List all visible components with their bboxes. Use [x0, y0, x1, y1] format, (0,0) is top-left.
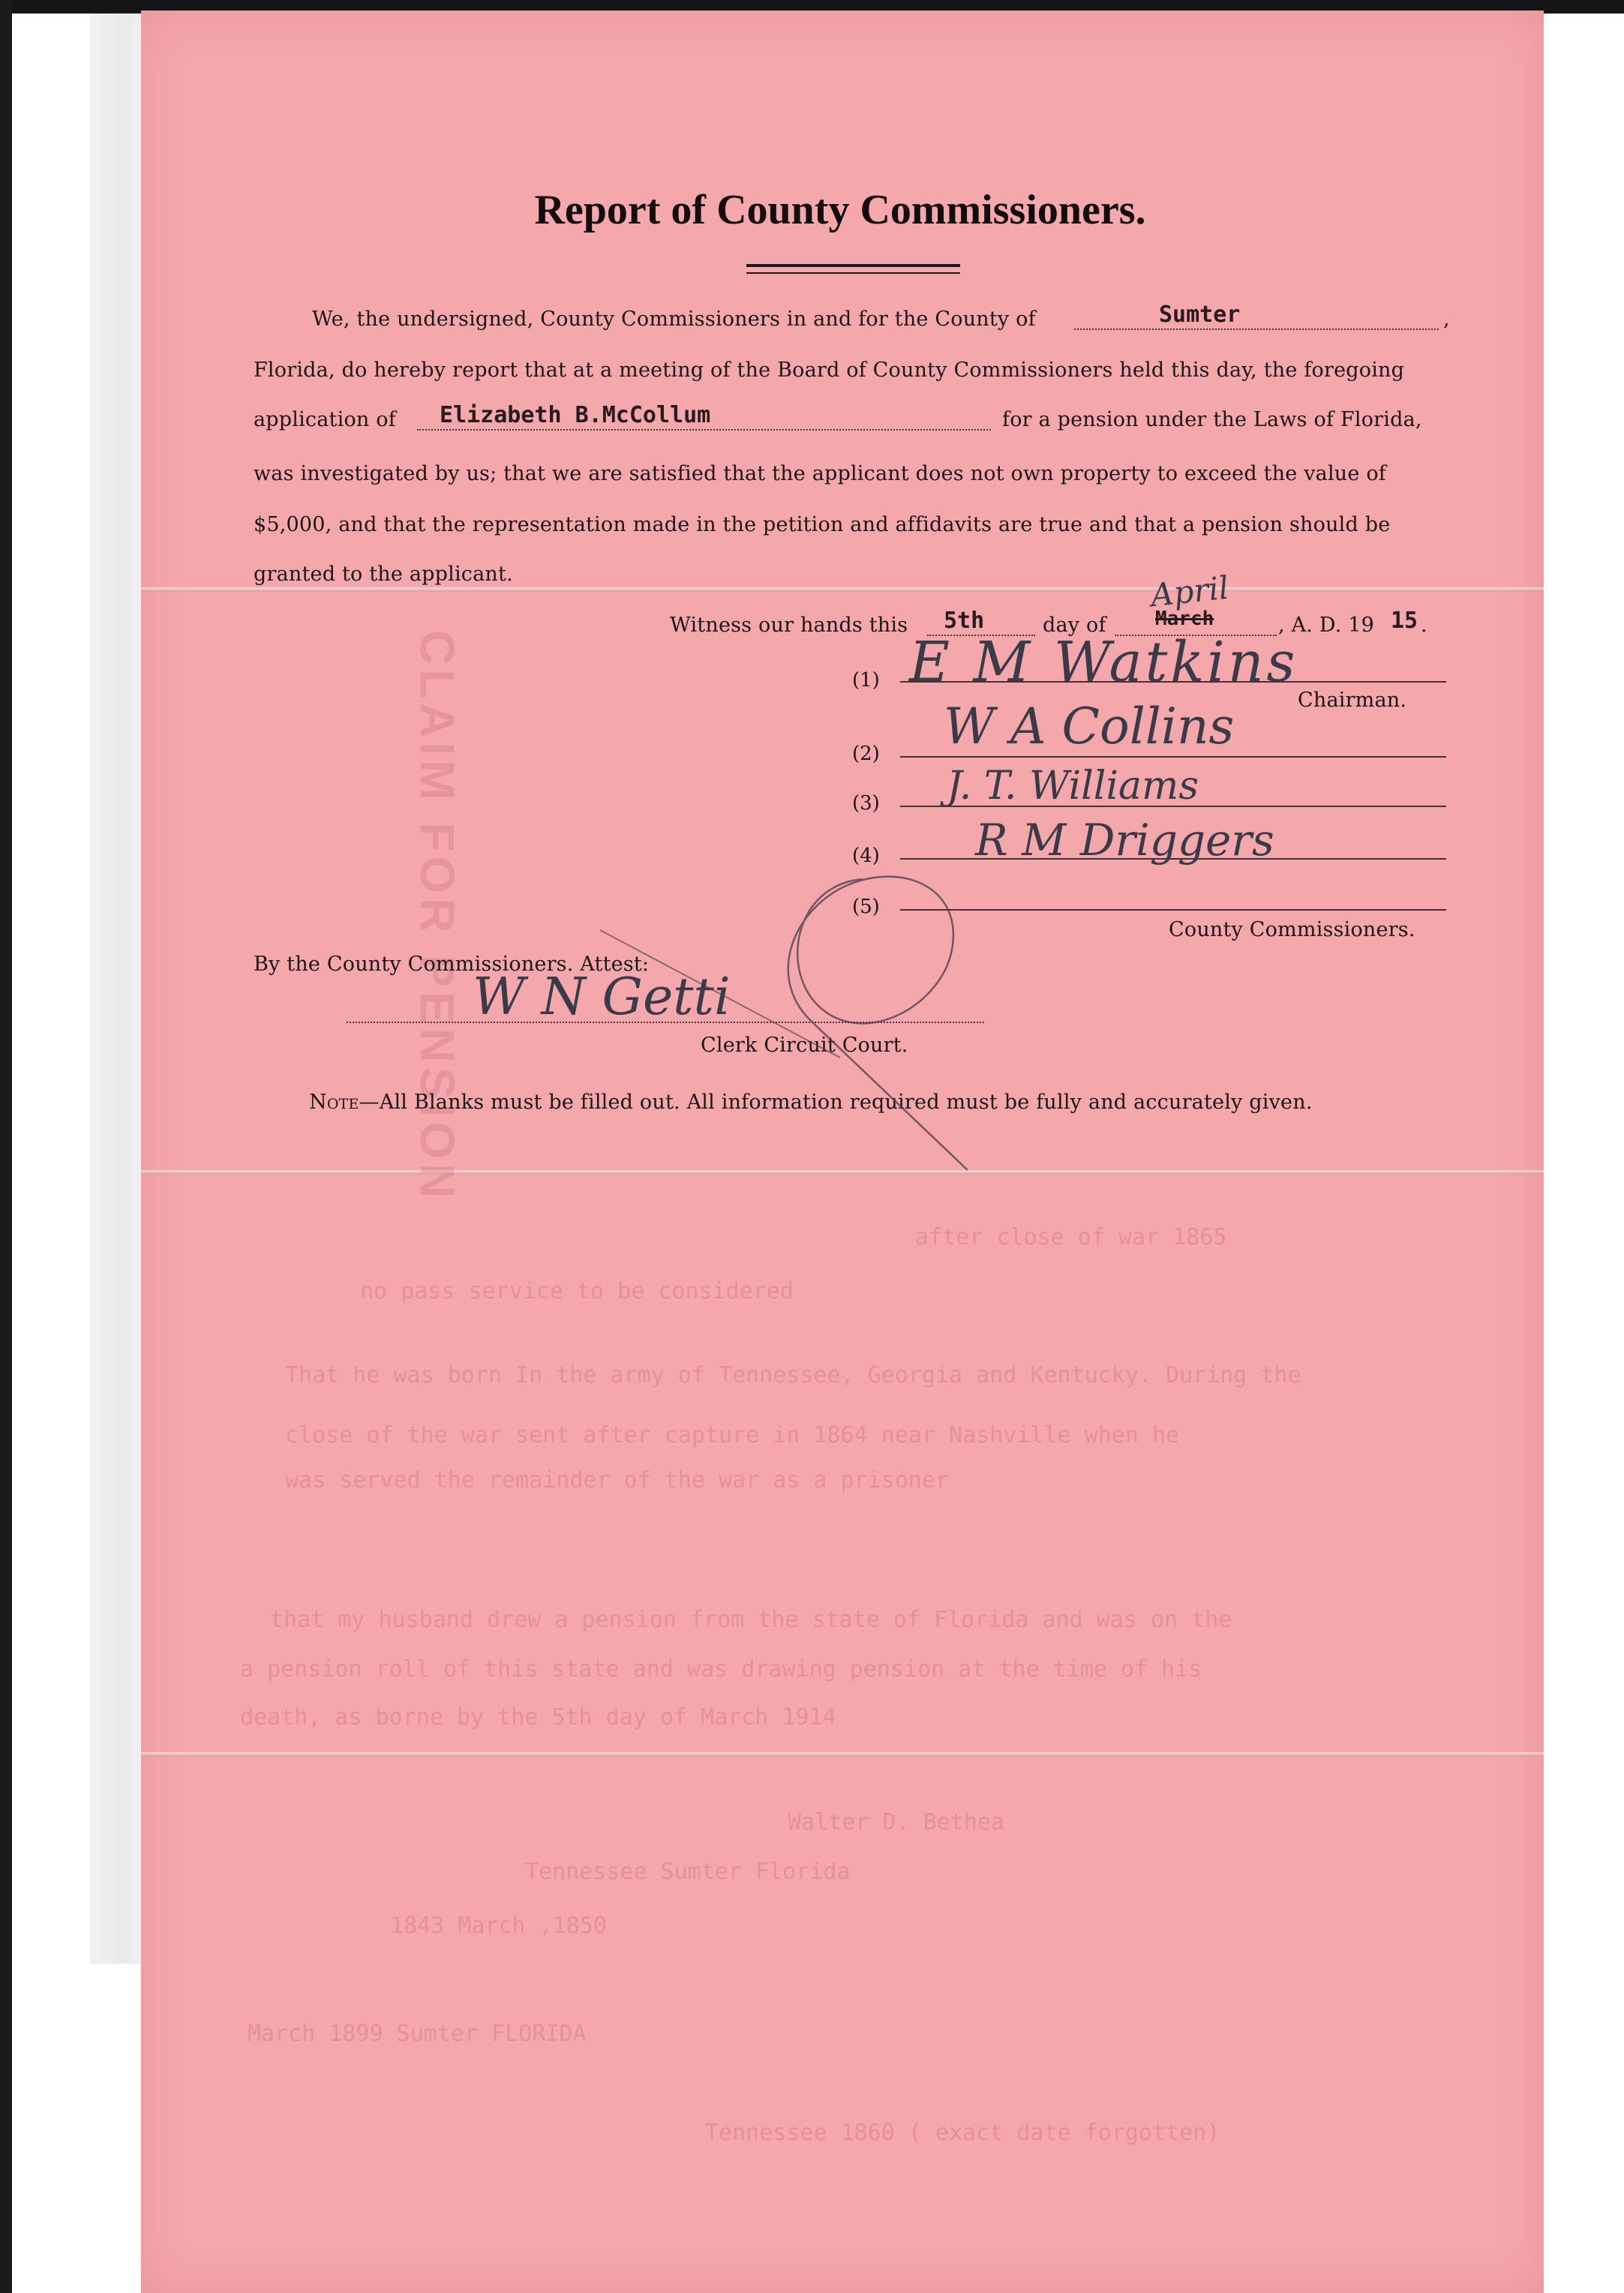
show-through-line: that my husband drew a pension from the state of Florida and was on the	[270, 1607, 1232, 1633]
report-text-line-3a: application of	[254, 408, 396, 431]
signature-2: W A Collins	[944, 698, 1235, 755]
signature-number: (4)	[852, 845, 880, 867]
month-handwritten: April	[1148, 569, 1231, 614]
show-through-line: a pension roll of this state and was drawing pension at the time of his	[240, 1656, 1202, 1682]
witness-text: , A. D. 19	[1278, 614, 1375, 637]
clerk-signature: W N Getti	[473, 968, 731, 1027]
witness-text: day of	[1043, 614, 1106, 637]
show-through-line: March 1899 Sumter FLORIDA	[248, 2021, 587, 2047]
report-text-line-4: was investigated by us; that we are satisfied that the applicant does not own property to exceed the value of	[254, 462, 1386, 485]
punctuation: ,	[1443, 308, 1450, 331]
signature-number: (2)	[852, 743, 880, 765]
signature-number: (5)	[852, 896, 880, 918]
page-title: Report of County Commissioners.	[534, 187, 1146, 233]
applicant-value: Elizabeth B.McCollum	[440, 402, 711, 428]
witness-text: Witness our hands this	[670, 614, 908, 637]
report-text-line-1: We, the undersigned, County Commissioners in and for the County of	[312, 308, 1036, 331]
show-through-line: Walter D. Bethea	[788, 1809, 1004, 1835]
show-through-line: death, as borne by the 5th day of March 1914	[240, 1704, 836, 1730]
day-value: 5th	[944, 608, 985, 634]
report-text-line-6: granted to the applicant.	[254, 563, 513, 586]
signature-3: J. T. Williams	[947, 764, 1199, 809]
note-label: Note	[309, 1091, 359, 1114]
show-through-line: close of the war sent after capture in 1864 near Nashville when he	[285, 1422, 1180, 1448]
signature-4: R M Driggers	[975, 815, 1274, 866]
show-through-line: no pass service to be considered	[360, 1278, 794, 1304]
note-body: —All Blanks must be filled out. All information required must be fully and accurately given.	[359, 1091, 1313, 1114]
show-through-line: 1843 March ,1850	[390, 1913, 607, 1939]
chairman-label: Chairman.	[1298, 689, 1407, 712]
show-through-line: was served the remainder of the war as a prisoner	[285, 1467, 950, 1493]
show-through-line: Tennessee Sumter Florida	[525, 1859, 851, 1885]
clerk-label: Clerk Circuit Court.	[701, 1034, 908, 1057]
show-through-line: after close of war 1865	[915, 1224, 1227, 1250]
show-through-heading: CLAIM FOR PENSION	[410, 630, 464, 1203]
county-value: Sumter	[1159, 302, 1241, 328]
attest-text: By the County Commissioners. Attest:	[254, 953, 650, 976]
report-text-line-2: Florida, do hereby report that at a meeting of the Board of County Commissioners held this day, the foregoing	[254, 359, 1405, 382]
show-through-line: Tennessee 1860 ( exact date forgotten)	[705, 2120, 1220, 2146]
report-text-line-3b: for a pension under the Laws of Florida,	[1002, 408, 1422, 431]
signature-number: (3)	[852, 792, 880, 815]
witness-text: .	[1421, 614, 1427, 637]
signature-number: (1)	[852, 669, 880, 692]
year-value: 15	[1391, 608, 1418, 634]
county-commissioners-label: County Commissioners.	[1169, 918, 1415, 941]
signature-1: E M Watkins	[909, 630, 1298, 695]
show-through-line: That he was born In the army of Tennessee, Georgia and Kentucky. During the	[285, 1362, 1301, 1388]
month-struck-value: March	[1155, 608, 1214, 630]
report-text-line-5: $5,000, and that the representation made in the petition and affidavits are true and that a pension should be	[254, 513, 1391, 536]
